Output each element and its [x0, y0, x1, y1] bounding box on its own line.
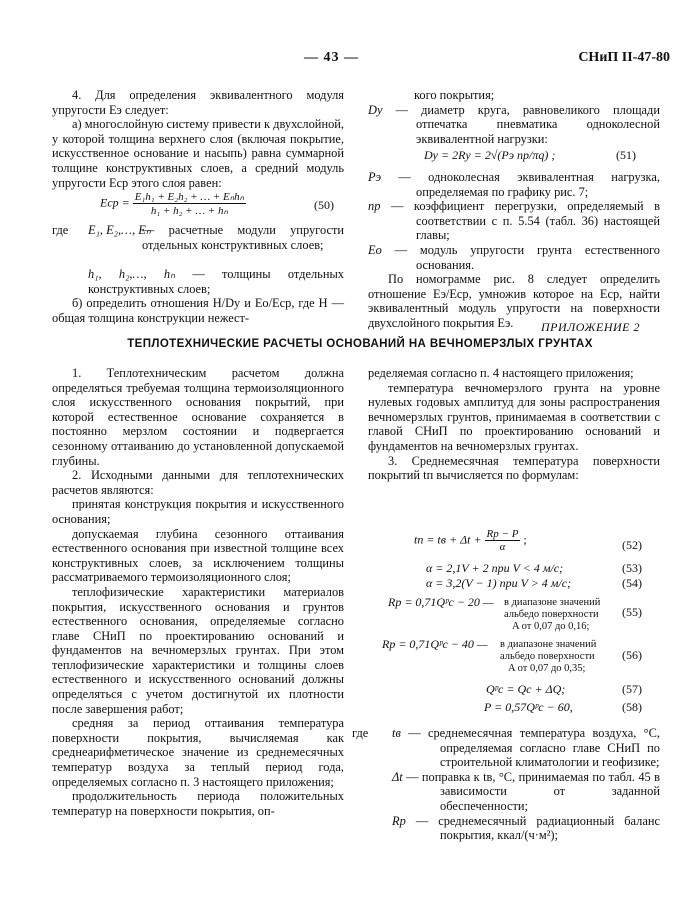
paragraph: продолжительность периода положительных температур на поверхности покрытия, оп- — [52, 789, 344, 818]
equation-52: tп = tв + Δt + $\frac{Rр - P}{\alpha}$ ; — [414, 528, 527, 553]
fraction-denominator: α — [499, 541, 506, 553]
equation-57: Qᵖс = Qс + ΔQ; — [486, 682, 566, 696]
term: Pэ — [368, 170, 382, 184]
paragraph: ределяемая согласно п. 4 настоящего приложения; — [368, 366, 634, 380]
definition-row — [368, 243, 660, 272]
where-label: где — [52, 223, 69, 237]
equation-54: α = 3,2(V − 1) при V > 4 м/с; — [426, 576, 572, 590]
definition-row — [368, 199, 660, 243]
term: h₁, h₂,…, hₙ — [88, 267, 176, 281]
definition-text: — расчетные модули упругости отдельных конструктивных слоев; — [142, 223, 344, 252]
right-bottom-column — [368, 366, 660, 483]
equation-number: (56) — [622, 648, 642, 662]
paragraph: кого покрытия; — [414, 88, 495, 102]
paragraph: допускаемая глубина сезонного оттаивания естественного основания при известной толщине всех конструктивных слоев, за исключением толщины рассматриваемого термоизоляционного слоя; — [52, 526, 344, 585]
equation-56: Rр = 0,71Qᵖс − 40 — — [382, 637, 488, 651]
equation-number: (58) — [622, 700, 642, 714]
left-top-column — [52, 88, 344, 190]
equation-58: P = 0,57Qᵖс − 60, — [484, 700, 573, 714]
left-bottom-column — [52, 366, 344, 818]
right-bottom-definitions — [392, 726, 660, 843]
paragraph: а) многослойную систему привести к двухслойной, у которой толщина верхнего слоя (включая покрытие, искусственное основание и насыпь) равна суммарной толщине конструктивных слоев, а средний модуль упругости Eср этого слоя равен: — [52, 117, 344, 190]
document-code: СНиП II-47-80 — [578, 50, 670, 65]
term: Dу — [368, 102, 383, 117]
term: tв — [392, 726, 401, 740]
appendix-label: ПРИЛОЖЕНИЕ 2 — [541, 320, 640, 334]
equation-53: α = 2,1V + 2 при V < 4 м/с; — [426, 561, 564, 575]
paragraph: 4. Для определения эквивалентного модуля упругости Eэ следует: — [52, 88, 344, 117]
term: nр — [368, 199, 381, 214]
fraction-numerator: Rр − P — [486, 528, 519, 540]
definition-row — [368, 170, 660, 199]
fraction-denominator: h₁ + h₂ + … + hₙ — [150, 205, 228, 217]
definition-text: — среднемесячный радиационный баланс покрытия, ккал/(ч·м²); — [415, 813, 660, 843]
paragraph: теплофизические характеристики материалов покрытия, искусственного основания и грунтов естественного основания, определяемые согласно главе СНиП по проектированию оснований и фундаментов на вечномерзлых грунтах. При этом теплофизические характеристики и толщины слоев естественного и искусственного оснований должны определяться с учетом достигнутой их плотности после завершения работ; — [52, 584, 344, 716]
definition-text: — диаметр круга, равновеликого площади отпечатка пневматика одноколесной эквивалентной нагрузки: — [395, 102, 660, 146]
equation-50: Eср = $\frac{\text{E₁h₁ + E₂h₂ + … + Eₙhₙ}}{\text{h₁ + h₂ + … + hₙ}}$ — [100, 191, 245, 217]
paragraph: 1. Теплотехническим расчетом должна определяться требуемая толщина термоизоляционного слоя искусственного основания покрытий, при которой естественное основание сохраняется в постоянно мерзлом состоянии и подвергается сезонному оттаиванию до установленной допускаемой глубины. — [52, 366, 344, 468]
definition-text: — одноколесная эквивалентная нагрузка, определяемая по графику рис. 7; — [398, 170, 660, 199]
paragraph: 2. Исходными данными для теплотехнических расчетов являются: — [52, 468, 344, 497]
term: Eо — [368, 242, 382, 257]
equation-number: (57) — [622, 682, 642, 696]
page-number: — 43 — — [304, 50, 359, 65]
left-top-tail — [52, 296, 344, 325]
right-definitions — [368, 170, 660, 331]
paragraph: принятая конструкция покрытия и искусственного основания; — [52, 497, 344, 526]
definition-row — [88, 267, 344, 296]
paragraph: б) определить отношения H/Dу и Eо/Eср, где H — общая толщина конструкции нежест- — [52, 296, 344, 325]
definition-row — [368, 103, 660, 147]
term: Rр — [392, 813, 406, 828]
definition-row — [392, 726, 660, 770]
term: Δt — [392, 769, 403, 784]
equation-number: (53) — [622, 561, 642, 575]
fraction-numerator: E₁h₁ + E₂h₂ + … + Eₙhₙ — [134, 191, 245, 203]
equation-note: в диапазоне значений альбедо поверхности A от 0,07 до 0,16; — [504, 597, 601, 632]
paragraph: По номограмме рис. 8 следует определить отношение Eэ/Eср, умножив которое на Eср, найти эквивалентный модуль упругости на поверхности двухслойного покрытия Eэ. — [368, 272, 660, 330]
where-label: где — [352, 726, 369, 740]
term: E₁, E₂,…, Eₙ — [88, 223, 151, 237]
definition-text: — толщины отдельных конструктивных слоев; — [88, 267, 344, 296]
definition-text: — среднемесячная температура воздуха, °С, определяемая согласно главе СНиП по строительной климатологии и геофизике; — [408, 726, 660, 770]
equation-51: Dу = 2Rу = 2√(Pэ nр/πq) ; — [424, 148, 556, 162]
definition-text: — модуль упругости грунта естественного основания. — [394, 242, 660, 272]
right-top-column — [368, 88, 660, 146]
section-title: ТЕПЛОТЕХНИЧЕСКИЕ РАСЧЕТЫ ОСНОВАНИЙ НА ВЕЧНОМЕРЗЛЫХ ГРУНТАХ — [127, 338, 593, 350]
equation-number: (52) — [622, 538, 642, 552]
equation-number: (51) — [616, 148, 636, 162]
definition-text: — коэффициент перегрузки, определяемый в соответствии с п. 5.54 (табл. 36) настоящей главы; — [390, 199, 660, 243]
paragraph: температура вечномерзлого грунта на уровне нулевых годовых амплитуд для зоны распространения вечномерзлых грунтов, принимаемая в соответствии с главой СНиП по проектированию оснований и фундаментов на вечномерзлых грунтах. — [368, 380, 660, 453]
equation-note: в диапазоне значений альбедо поверхности A от 0,07 до 0,35; — [500, 639, 597, 674]
paragraph: средняя за период оттаивания температура поверхности покрытия, вычисляемая как среднеарифметическое значение из среднемесячных температур воздуха за теплый период года, определяемых согласно п. 3 настоящего приложения; — [52, 716, 344, 789]
equation-number: (55) — [622, 605, 642, 619]
equation-number: (54) — [622, 576, 642, 590]
equation-number: (50) — [314, 198, 334, 212]
definition-row — [392, 770, 660, 814]
definition-row — [392, 814, 660, 843]
paragraph: 3. Среднемесячная температура поверхности покрытий tп вычисляется по формулам: — [368, 453, 660, 483]
equation-55: Rр = 0,71Qᵖс − 20 — — [388, 595, 494, 609]
definition-text: — поправка к tв, °С, принимаемая по табл. 45 в зависимости от заданной обеспеченности; — [406, 769, 660, 813]
